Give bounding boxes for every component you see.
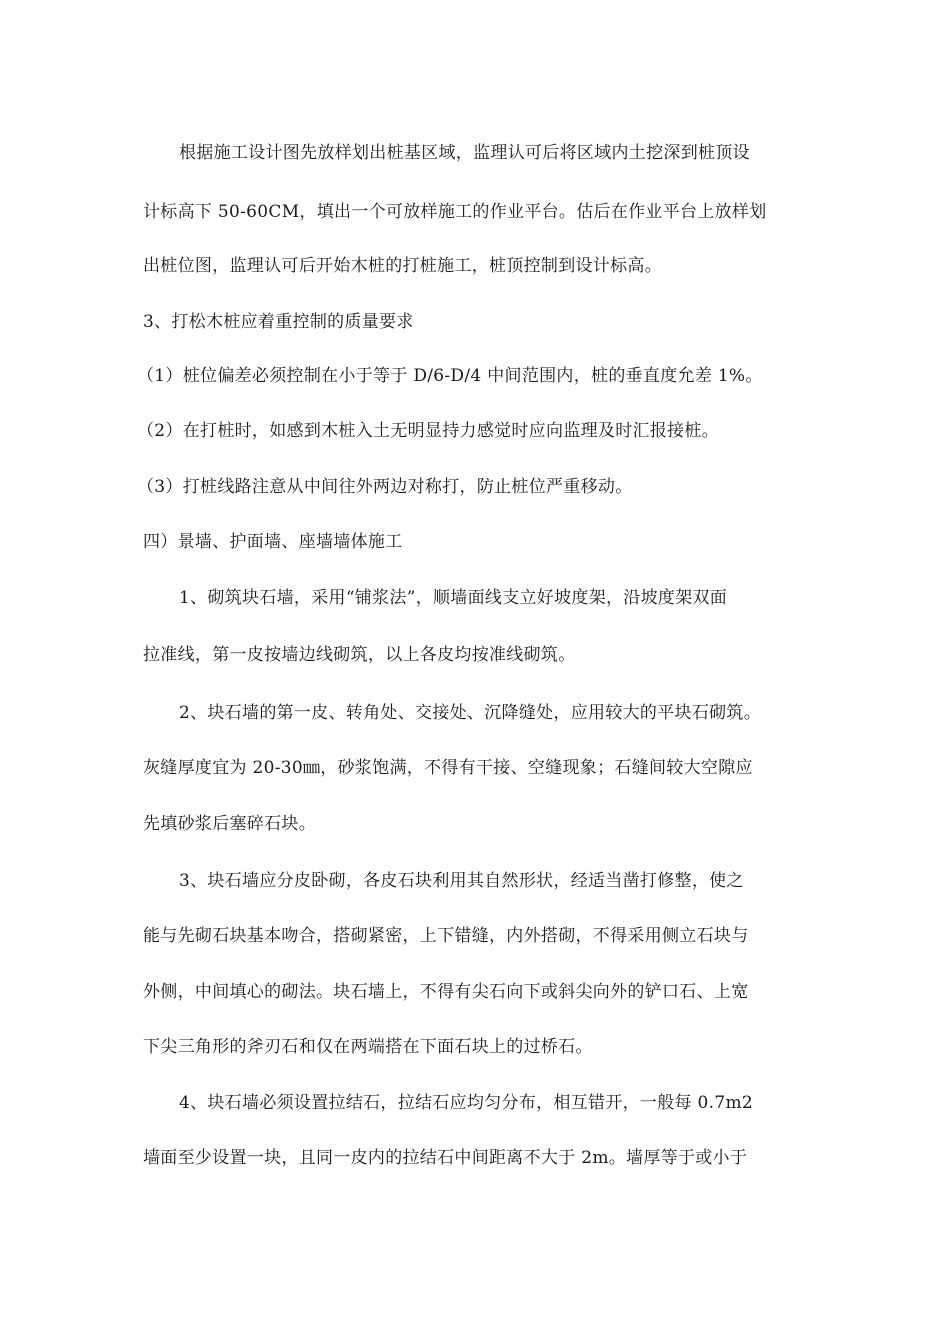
paragraph-line: 4、块石墙必须设置拉结石，拉结石应均匀分布，相互错开，一般每 0.7m2 bbox=[179, 1093, 753, 1113]
list-item: （1）桩位偏差必须控制在小于等于 D/6-D/4 中间范围内，桩的垂直度允差 1%。 bbox=[137, 366, 763, 386]
paragraph-line: 下尖三角形的斧刃石和仅在两端搭在下面石块上的过桥石。 bbox=[143, 1037, 593, 1057]
paragraph-line: 1、砌筑块石墙，采用“铺浆法”，顺墙面线支立好坡度架，沿坡度架双面 bbox=[179, 588, 728, 608]
paragraph-line: 2、块石墙的第一皮、转角处、交接处、沉降缝处，应用较大的平块石砌筑。 bbox=[179, 703, 762, 723]
paragraph-line: 根据施工设计图先放样划出桩基区域，监理认可后将区域内土挖深到桩顶设 bbox=[179, 143, 750, 163]
paragraph-line: 能与先砌石块基本吻合，搭砌紧密，上下错缝，内外搭砌，不得采用侧立石块与 bbox=[143, 926, 749, 946]
list-item: （3）打桩线路注意从中间往外两边对称打，防止桩位严重移动。 bbox=[137, 477, 633, 497]
list-item: （2）在打桩时，如感到木桩入土无明显持力感觉时应向监理及时汇报接桩。 bbox=[137, 421, 720, 441]
paragraph-line: 出桩位图，监理认可后开始木桩的打桩施工，桩顶控制到设计标高。 bbox=[143, 256, 662, 276]
paragraph-line: 拉准线，第一皮按墙边线砌筑，以上各皮均按准线砌筑。 bbox=[143, 645, 576, 665]
section-heading: 四）景墙、护面墙、座墙墙体施工 bbox=[143, 532, 403, 552]
paragraph-line: 灰缝厚度宜为 20-30㎜，砂浆饱满，不得有干接、空缝现象；石缝间较大空隙应 bbox=[143, 758, 753, 778]
paragraph-line: 先填砂浆后塞碎石块。 bbox=[143, 814, 316, 834]
paragraph-line: 3、块石墙应分皮卧砌，各皮石块利用其自然形状，经适当凿打修整，使之 bbox=[179, 871, 744, 891]
section-heading: 3、打松木桩应着重控制的质量要求 bbox=[143, 312, 414, 332]
paragraph-line: 外侧，中间填心的砌法。块石墙上，不得有尖石向下或斜尖向外的铲口石、上宽 bbox=[143, 982, 749, 1002]
paragraph-line: 计标高下 50-60CM，填出一个可放样施工的作业平台。估后在作业平台上放样划 bbox=[143, 202, 767, 222]
paragraph-line: 墙面至少设置一块，且同一皮内的拉结石中间距离不大于 2m。墙厚等于或小于 bbox=[143, 1148, 748, 1168]
